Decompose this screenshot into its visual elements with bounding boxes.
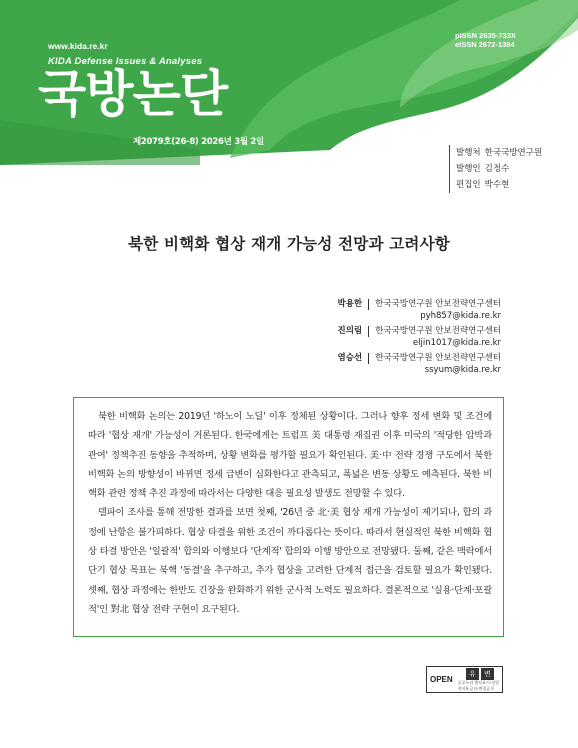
author-email[interactable]: pyh857@kida.re.kr xyxy=(420,310,501,321)
author-name: 진의림 xyxy=(337,326,369,337)
issn-print: pISSN 2635-733X xyxy=(455,31,516,40)
author-details xyxy=(375,299,501,322)
issuer-value: 김정수 xyxy=(484,164,510,174)
license-icons xyxy=(458,668,502,692)
publisher-label: 발행처 xyxy=(456,148,481,158)
editor-row xyxy=(456,177,542,193)
author-name: 염승선 xyxy=(337,353,369,364)
license-caption: 공공누리 출처표시-상업적이용금지-변경금지 xyxy=(457,679,500,691)
author-email[interactable]: eljin1017@kida.re.kr xyxy=(412,337,501,348)
author-affiliation: 한국국방연구원 안보전략연구센터 xyxy=(375,353,501,363)
summary-box xyxy=(73,397,504,637)
author-name: 박용한 xyxy=(337,299,369,310)
issuer-row xyxy=(456,161,542,177)
issn-online: eISSN 2672-1384 xyxy=(455,40,515,49)
journal-title: 국방논단 xyxy=(38,65,228,123)
author-details xyxy=(375,326,501,349)
author-entry xyxy=(337,326,501,349)
author-email[interactable]: ssyum@kida.re.kr xyxy=(424,364,501,375)
author-entry xyxy=(337,353,501,376)
author-entry xyxy=(337,299,501,322)
article-title: 북한 비핵화 협상 재개 가능성 전망과 고려사항 xyxy=(128,235,450,253)
issuer-label: 발행인 xyxy=(456,164,481,174)
summary-paragraph-2: 델파이 조사를 통해 전망한 결과를 보면 첫째, '26년 중 北·美 협상 재개 가능성이 제기되나, 합의 과정에 난항은 불가피하다. 협상 타결을 위한 조건이 까다롭다는 뜻이다. 따라서 현실적인 북한 비핵화 협상 타결 방안은 '일괄적' 합의와 이행보다 '단계적' 합의와 이행 방안으로 전망됐다. 둘째, 같은 맥락에서 단기 협상 목표는 북핵 '동결'을 추구하고, 추가 협상을 고려한 단계적 접근을 검토할 필요가 확인됐다. 셋째, 협상 과정에는 한반도 긴장을 완화하기 위한 군사적 노력도 필요하다. 결론적으로 '실용·단계·포괄적'인 對北 협상 전략 구현이 요구된다. xyxy=(88,507,492,615)
author-affiliation: 한국국방연구원 안보전략연구센터 xyxy=(375,299,501,309)
issue-line: 제2079호(26-8) 2026년 3월 2일 xyxy=(133,137,264,147)
header-banner xyxy=(0,0,578,165)
author-affiliation: 한국국방연구원 안보전략연구센터 xyxy=(375,326,501,336)
author-details xyxy=(375,353,501,376)
publisher-value: 한국국방연구원 xyxy=(484,148,543,158)
summary-paragraph-1: 북한 비핵화 논의는 2019년 '하노이 노딜' 이후 정체된 상황이다. 그러나 향후 정세 변화 및 조건에 따라 '협상 재개' 가능성이 거론된다. 한국에게는 트럼프 美 대통령 재집권 이후 미국의 '적당한 압박과 관여' 정책추진 동향을 추적하며, 상황 변화를 평가할 필요가 확인된다. 美·中 전략 경쟁 구도에서 북한 비핵화 논의 방향성이 바뀌면 정세 급변이 심화한다고 관측되고, 폭넓은 변동 상황도 예측된다. 북한 비핵화 관련 정책 추진 과정에 따라서는 다양한 대응 필요성 발생도 전망할 수 있다. xyxy=(88,411,492,500)
author-list xyxy=(337,299,501,380)
site-url[interactable]: www.kida.re.kr xyxy=(48,41,108,51)
series-name: KIDA Defense Issues & Analyses xyxy=(48,56,203,67)
open-license-badge[interactable] xyxy=(426,666,503,693)
open-label: OPEN xyxy=(430,675,453,684)
editor-label: 편집인 xyxy=(456,180,481,190)
publication-info xyxy=(449,145,542,193)
attribution-icon: 유 xyxy=(466,668,479,680)
editor-value: 박수현 xyxy=(484,180,510,190)
issn-block xyxy=(455,31,516,49)
publisher-row xyxy=(456,145,542,161)
no-derivatives-icon: 변 xyxy=(481,668,494,680)
